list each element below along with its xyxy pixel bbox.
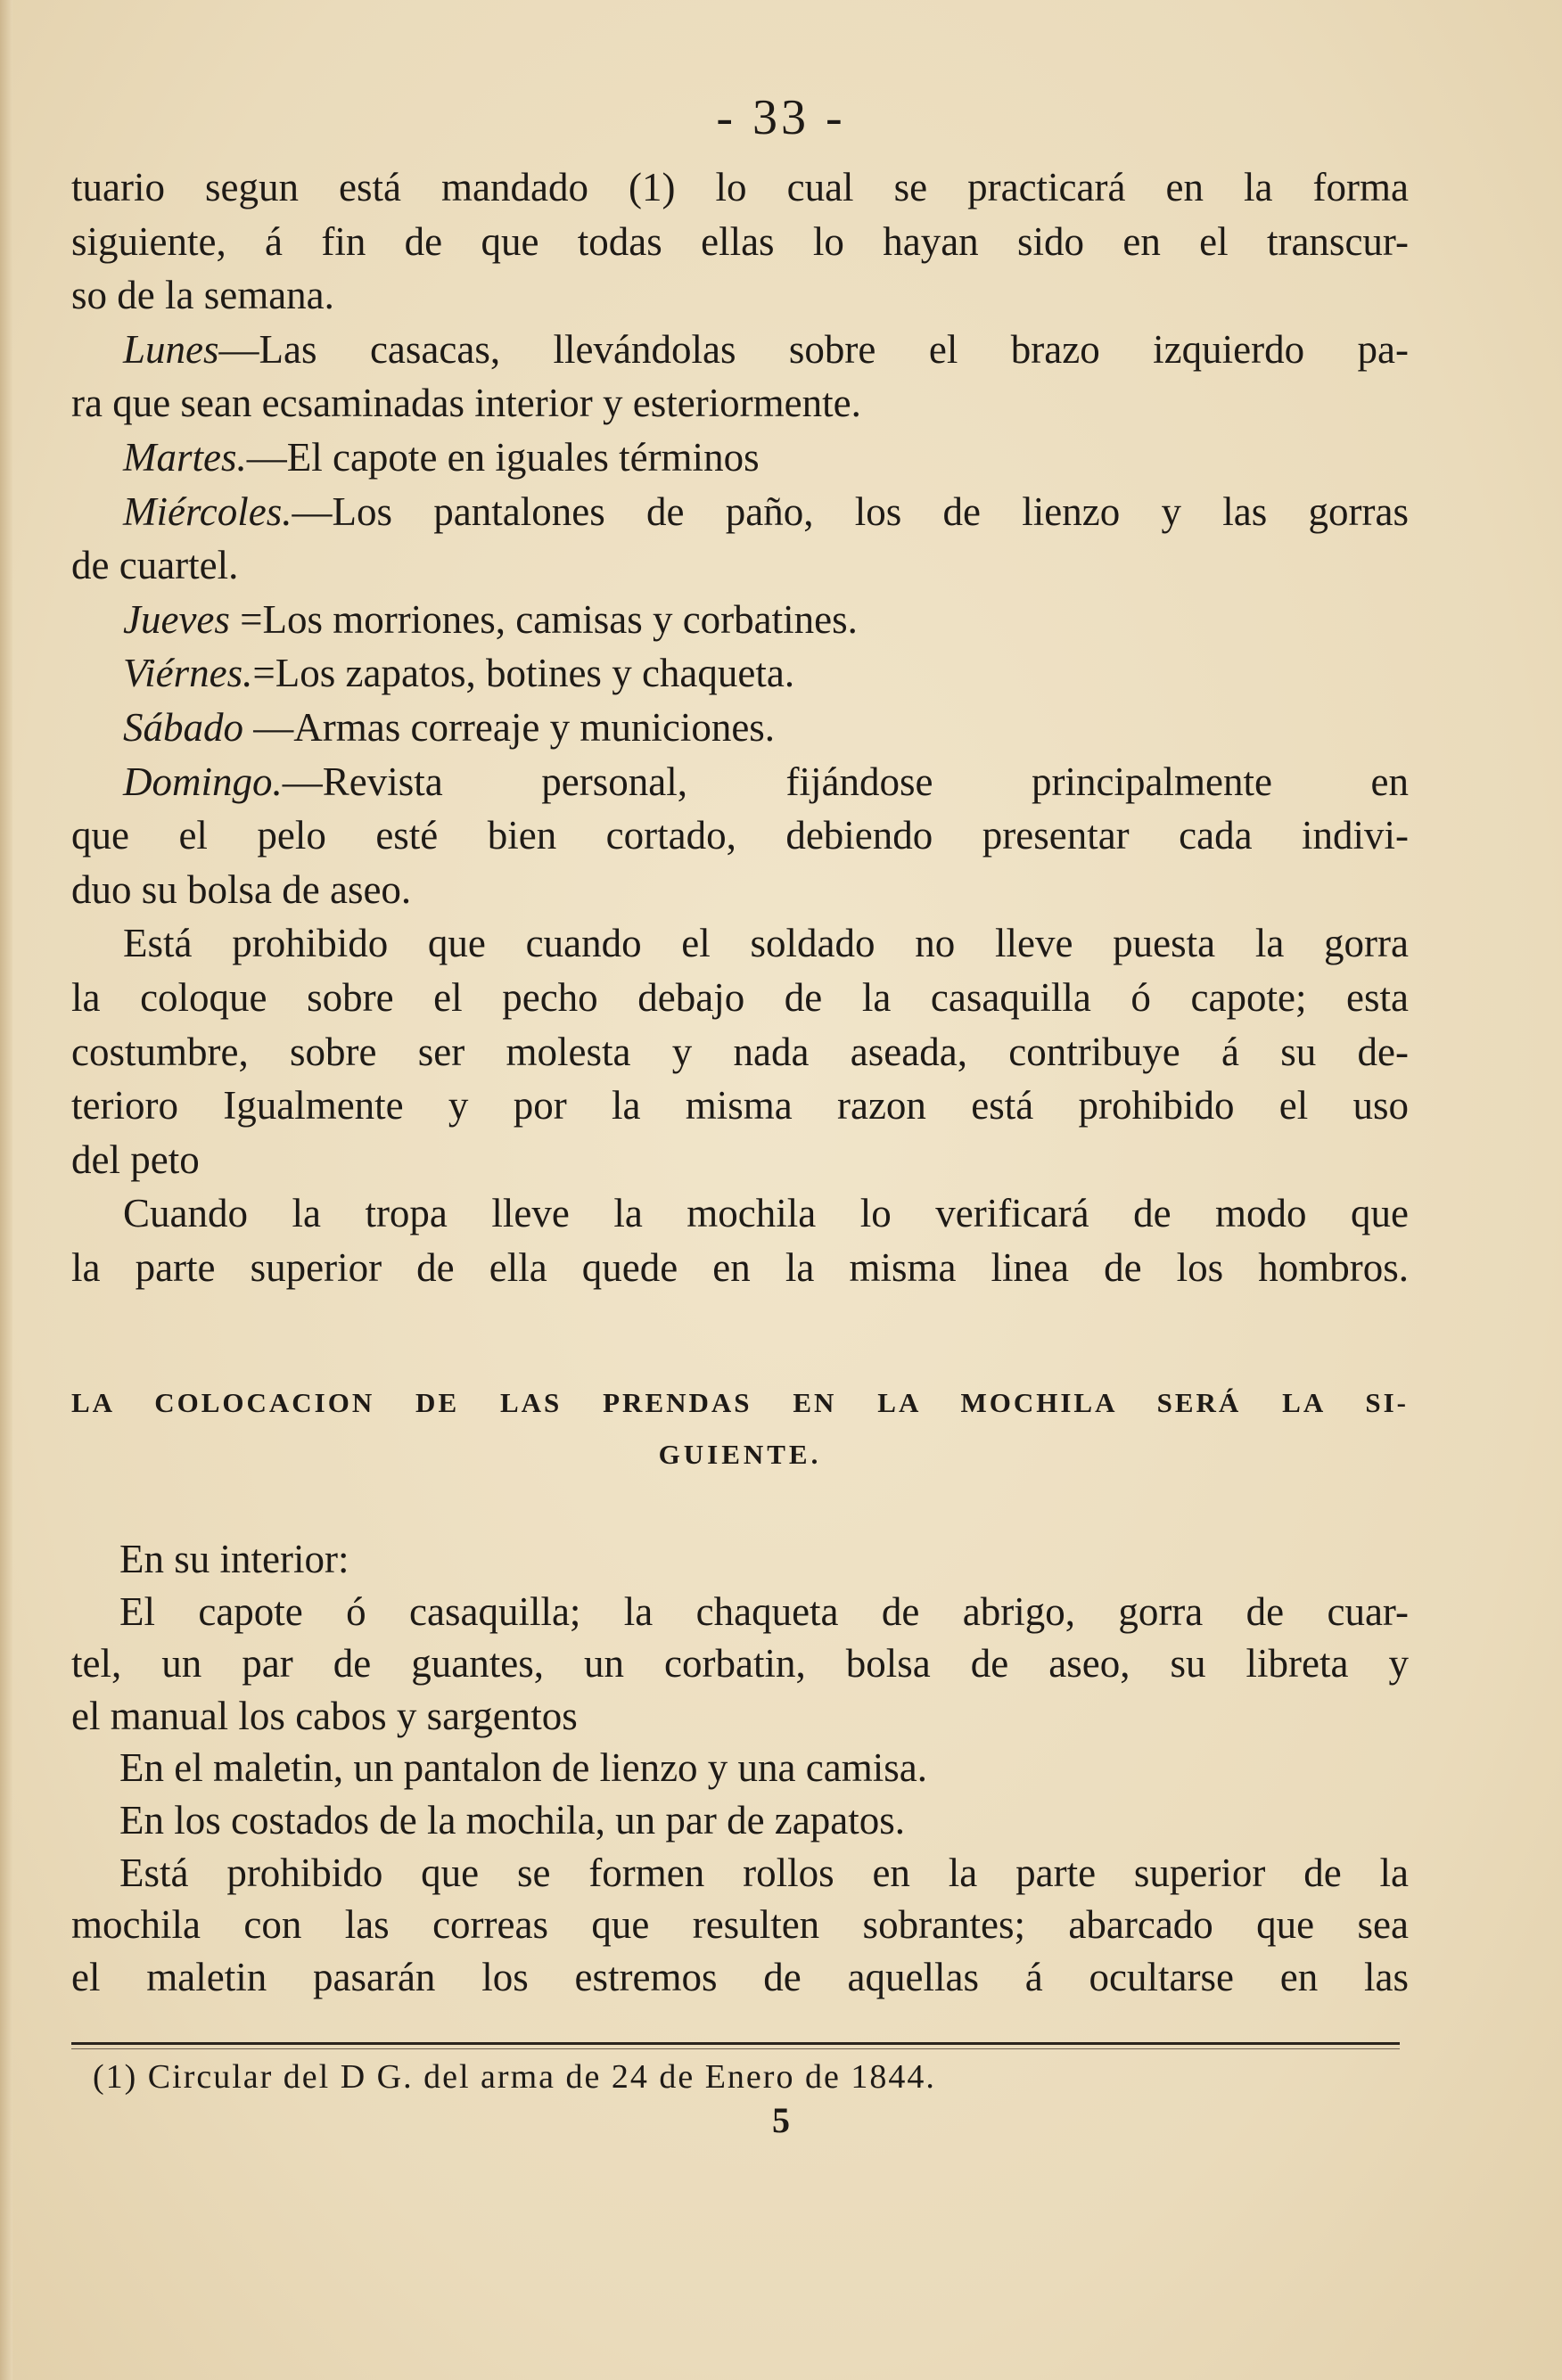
day-entry-martes (71, 431, 1409, 485)
day-separator: = (229, 596, 263, 642)
heading-line: LA COLOCACION DE LAS PRENDAS EN LA MOCHILA SERÁ LA SI- (71, 1387, 1409, 1418)
text-line: siguiente, á fin de que todas ellas lo hayan sido en el transcur- (71, 218, 1409, 264)
text-line: el maletin pasarán los estremos de aquellas á ocultarse en las (71, 1954, 1409, 1999)
text-line: terioro Igualmente y por la misma razon está prohibido el uso (71, 1083, 1409, 1128)
text-line: Está prohibido que se formen rollos en la parte superior de la (119, 1850, 1409, 1895)
text-line: En el maletin, un pantalon de lienzo y una camisa. (119, 1745, 927, 1791)
second-text-block (71, 1533, 1409, 2003)
day-entry-lunes (71, 323, 1409, 377)
text-line: Cuando la tropa lleve la mochila lo verificará de modo que (123, 1191, 1409, 1236)
text-line: el manual los cabos y sargentos (71, 1693, 578, 1738)
text-line: mochila con las correas que resulten sobrantes; abarcado que sea (71, 1902, 1409, 1948)
text-line: la parte superior de ella quede en la misma linea de los hombros. (71, 1244, 1409, 1290)
text-line: En su interior: (119, 1537, 349, 1581)
day-separator: — (218, 326, 259, 372)
day-label: Lunes (123, 326, 219, 372)
text-line: El capote ó casaquilla; la chaqueta de abrigo, gorra de cuar- (119, 1588, 1409, 1634)
day-separator: — (292, 488, 333, 534)
day-text: Revista personal, fijándose principalmente en (322, 759, 1409, 804)
day-text: Las casacas, llevándolas sobre el brazo izquierdo pa- (259, 326, 1409, 372)
page-number: - 33 - (716, 90, 846, 145)
section-heading (71, 1377, 1409, 1481)
text-line: ra que sean ecsaminadas interior y esteriormente. (71, 381, 861, 426)
day-separator: — (246, 434, 287, 480)
text-line: duo su bolsa de aseo. (71, 866, 412, 912)
heading-line: GUIENTE. (658, 1439, 822, 1470)
text-line: de cuartel. (71, 543, 239, 588)
day-label: Sábado (123, 704, 243, 750)
day-text: Armas correaje y municiones. (293, 704, 776, 750)
day-text: Los morriones, camisas y corbatines. (262, 596, 858, 642)
day-text: Los pantalones de paño, los de lienzo y las gorras (332, 488, 1409, 534)
day-label: Viérnes. (123, 651, 253, 696)
day-separator: = (252, 651, 275, 696)
day-entry-sabado (71, 701, 1409, 755)
page-edge (0, 0, 12, 2380)
text-line: que el pelo esté bien cortado, debiendo presentar cada indivi- (71, 813, 1409, 858)
day-separator: — (243, 704, 294, 750)
day-entry-miercoles (71, 485, 1409, 539)
main-text-block (71, 160, 1409, 1294)
day-label: Jueves (123, 596, 230, 642)
day-entry-jueves (71, 593, 1409, 647)
day-entry-viernes (71, 646, 1409, 701)
day-text: Los zapatos, botines y chaqueta. (275, 651, 795, 696)
text-line: Está prohibido que cuando el soldado no lleve puesta la gorra (123, 921, 1409, 966)
signature-mark: 5 (772, 2100, 790, 2140)
footnote-rule (71, 2042, 1400, 2045)
text-line: la coloque sobre el pecho debajo de la casaquilla ó capote; esta (71, 974, 1409, 1020)
text-line: so de la semana. (71, 273, 334, 318)
day-separator: — (282, 759, 323, 804)
text-line: del peto (71, 1137, 200, 1182)
text-line: tuario segun está mandado (1) lo cual se practicará en la forma (71, 165, 1409, 209)
footnote: (1) Circular del D G. del arma de 24 de Enero de 1844. (93, 2058, 936, 2096)
day-text: El capote en iguales términos (286, 434, 760, 480)
day-entry-domingo (71, 755, 1409, 809)
text-line: En los costados de la mochila, un par de zapatos. (119, 1797, 905, 1842)
text-line: costumbre, sobre ser molesta y nada aseada, contribuye á su de- (71, 1029, 1409, 1074)
text-line: tel, un par de guantes, un corbatin, bolsa de aseo, su libreta y (71, 1641, 1409, 1687)
footnote-rule-thin (71, 2048, 1400, 2049)
day-label: Miércoles. (123, 488, 292, 534)
day-label: Martes. (123, 434, 247, 480)
day-label: Domingo. (123, 759, 283, 804)
